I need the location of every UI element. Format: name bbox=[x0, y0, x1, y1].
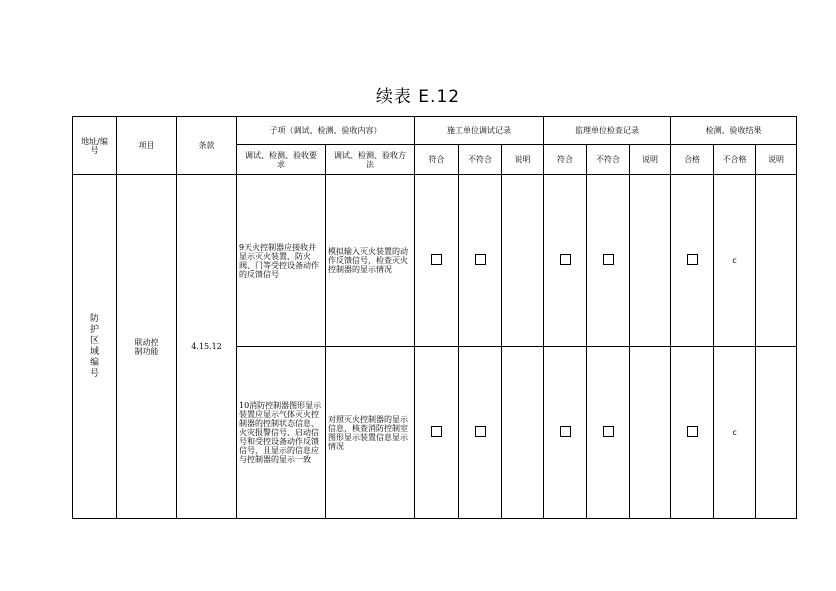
supervision-conform-cell[interactable] bbox=[544, 175, 587, 347]
header-qualified: 合格 bbox=[671, 145, 714, 175]
header-unqualified: 不合格 bbox=[714, 145, 756, 175]
table-row bbox=[73, 175, 797, 347]
checkbox[interactable] bbox=[603, 426, 614, 437]
checkbox[interactable] bbox=[560, 254, 571, 265]
construction-note-cell[interactable] bbox=[502, 347, 544, 519]
area-cell bbox=[73, 175, 117, 519]
header-note: 说明 bbox=[502, 145, 544, 175]
result-qualified-cell[interactable] bbox=[671, 347, 714, 519]
result-note-cell[interactable] bbox=[756, 347, 797, 519]
supervision-conform-cell[interactable] bbox=[544, 347, 587, 519]
header-requirement: 调试、检测、验收要求 bbox=[237, 145, 326, 175]
method-cell: 对照灭火控制器的显示信息，核查消防控制室图形显示装置信息显示情况 bbox=[326, 347, 415, 519]
header-item: 项目 bbox=[117, 117, 177, 175]
checkbox[interactable] bbox=[475, 254, 486, 265]
checkbox[interactable] bbox=[431, 426, 442, 437]
item-cell: 联动控制功能 bbox=[117, 175, 177, 519]
area-label: 防护区域编号 bbox=[90, 313, 100, 379]
header-note-2: 说明 bbox=[630, 145, 671, 175]
result-unqualified-cell: c bbox=[714, 175, 756, 347]
checkbox[interactable] bbox=[603, 254, 614, 265]
checkbox[interactable] bbox=[687, 254, 698, 265]
checkbox[interactable] bbox=[560, 426, 571, 437]
result-unqualified-cell: c bbox=[714, 347, 756, 519]
requirement-cell: 10消防控制器图形显示装置应显示气体灭火控制器的控制状态信息、火灾报警信号、启动信号和受控设备动作反馈信号，且显示的信息应与控制器的显示一致 bbox=[237, 347, 326, 519]
supervision-note-cell[interactable] bbox=[630, 347, 671, 519]
construction-nonconform-cell[interactable] bbox=[459, 175, 502, 347]
inspection-table bbox=[72, 116, 797, 519]
header-sub-items: 子项（调试、检测、验收内容） bbox=[237, 117, 415, 145]
clause-cell: 4.15.12 bbox=[177, 175, 237, 519]
header-conform: 符合 bbox=[415, 145, 459, 175]
header-construction: 施工单位调试记录 bbox=[415, 117, 544, 145]
construction-conform-cell[interactable] bbox=[415, 175, 459, 347]
result-note-cell[interactable] bbox=[756, 175, 797, 347]
header-area: 地址/编号 bbox=[73, 117, 117, 175]
requirement-cell: 9天火控制器应接收并显示灭火装置、防火阀、门等受控设备动作的反馈信号 bbox=[237, 175, 326, 347]
method-cell: 模拟输入灭火装置的动作反馈信号，检查灭火控制器的显示情况 bbox=[326, 175, 415, 347]
supervision-nonconform-cell[interactable] bbox=[587, 175, 630, 347]
construction-conform-cell[interactable] bbox=[415, 347, 459, 519]
header-supervision: 监理单位检查记录 bbox=[544, 117, 671, 145]
page-title: 续表 E.12 bbox=[375, 87, 461, 107]
checkbox[interactable] bbox=[475, 426, 486, 437]
result-qualified-cell[interactable] bbox=[671, 175, 714, 347]
header-result: 检测、验收结果 bbox=[671, 117, 797, 145]
supervision-nonconform-cell[interactable] bbox=[587, 347, 630, 519]
construction-nonconform-cell[interactable] bbox=[459, 347, 502, 519]
checkbox[interactable] bbox=[687, 426, 698, 437]
header-nonconform: 不符合 bbox=[459, 145, 502, 175]
header-method: 调试、检测、验收方法 bbox=[326, 145, 415, 175]
header-note-3: 说明 bbox=[756, 145, 797, 175]
construction-note-cell[interactable] bbox=[502, 175, 544, 347]
supervision-note-cell[interactable] bbox=[630, 175, 671, 347]
header-clause: 条款 bbox=[177, 117, 237, 175]
header-nonconform-2: 不符合 bbox=[587, 145, 630, 175]
checkbox[interactable] bbox=[431, 254, 442, 265]
header-conform-2: 符合 bbox=[544, 145, 587, 175]
